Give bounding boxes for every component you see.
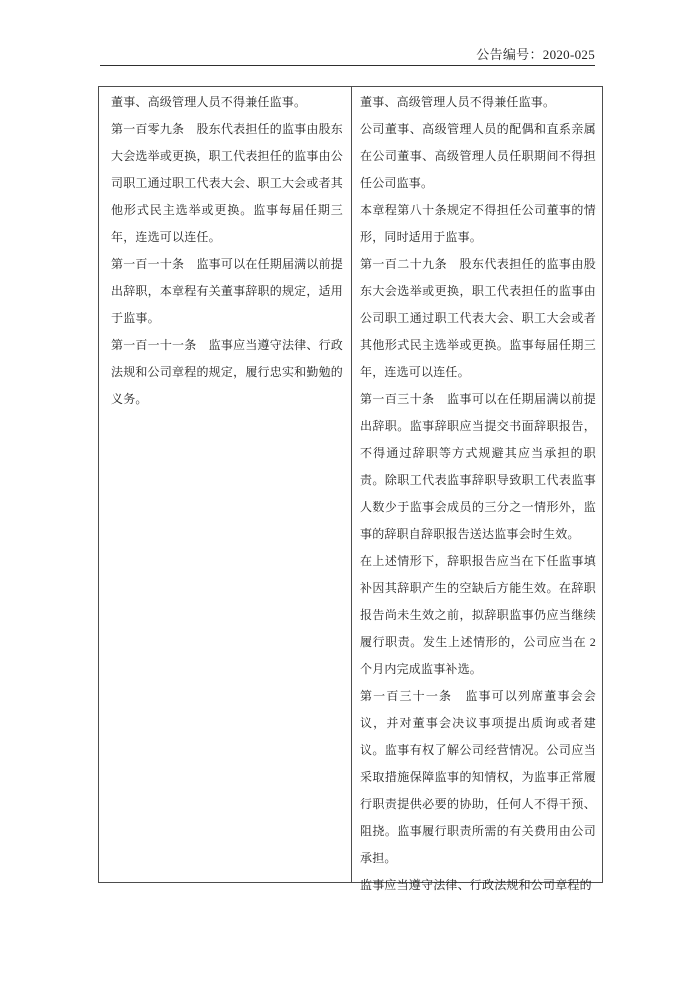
clause-paragraph: 公司董事、高级管理人员的配偶和直系亲属在公司董事、高级管理人员任职期间不得担任公司监事。 xyxy=(360,122,596,190)
table-cell-left-old-articles xyxy=(99,87,352,882)
clause-paragraph: 第一百三十一条 监事可以列席董事会会议，并对董事会决议事项提出质询或者建议。监事有权了解公司经营情况。公司应当采取措施保障监事的知情权，为监事正常履行职责提供必要的协助，任何人不得干预、阻挠。监事履行职责所需的有关费用由公司承担。 xyxy=(360,689,596,865)
clause-paragraph: 第一百一十一条 监事应当遵守法律、行政法规和公司章程的规定，履行忠实和勤勉的义务。 xyxy=(111,338,343,406)
header-divider-line xyxy=(100,65,595,66)
clause-paragraph: 董事、高级管理人员不得兼任监事。 xyxy=(111,95,307,109)
clause-paragraph: 在上述情形下，辞职报告应当在下任监事填补因其辞职产生的空缺后方能生效。在辞职报告尚未生效之前，拟辞职监事仍应当继续履行职责。发生上述情形的，公司应当在 2 个月内完成监事补选。 xyxy=(360,554,596,676)
table-cell-right-new-articles xyxy=(352,87,602,892)
clause-paragraph: 第一百一十条 监事可以在任期届满以前提出辞职，本章程有关董事辞职的规定，适用于监事。 xyxy=(111,257,343,325)
page-header xyxy=(100,44,595,63)
clause-paragraph: 监事应当遵守法律、行政法规和公司章程的 xyxy=(360,878,592,892)
clause-paragraph: 第一百零九条 股东代表担任的监事由股东大会选举或更换，职工代表担任的监事由公司职工通过职工代表大会、职工大会或者其他形式民主选举或更换。监事每届任期三年，连选可以连任。 xyxy=(111,122,343,244)
clause-paragraph: 本章程第八十条规定不得担任公司董事的情形，同时适用于监事。 xyxy=(360,203,596,244)
clause-paragraph: 董事、高级管理人员不得兼任监事。 xyxy=(360,95,556,109)
clause-paragraph: 第一百二十九条 股东代表担任的监事由股东大会选举或更换，职工代表担任的监事由公司职工通过职工代表大会、职工大会或者其他形式民主选举或更换。监事每届任期三年，连选可以连任。 xyxy=(360,257,596,379)
clause-paragraph: 第一百三十条 监事可以在任期届满以前提出辞职。监事辞职应当提交书面辞职报告，不得通过辞职等方式规避其应当承担的职责。除职工代表监事辞职导致职工代表监事人数少于监事会成员的三分之一情形外，监事的辞职自辞职报告送达监事会时生效。 xyxy=(360,392,596,541)
announcement-number: 公告编号：2020-025 xyxy=(476,47,595,62)
articles-comparison-table xyxy=(98,86,603,892)
